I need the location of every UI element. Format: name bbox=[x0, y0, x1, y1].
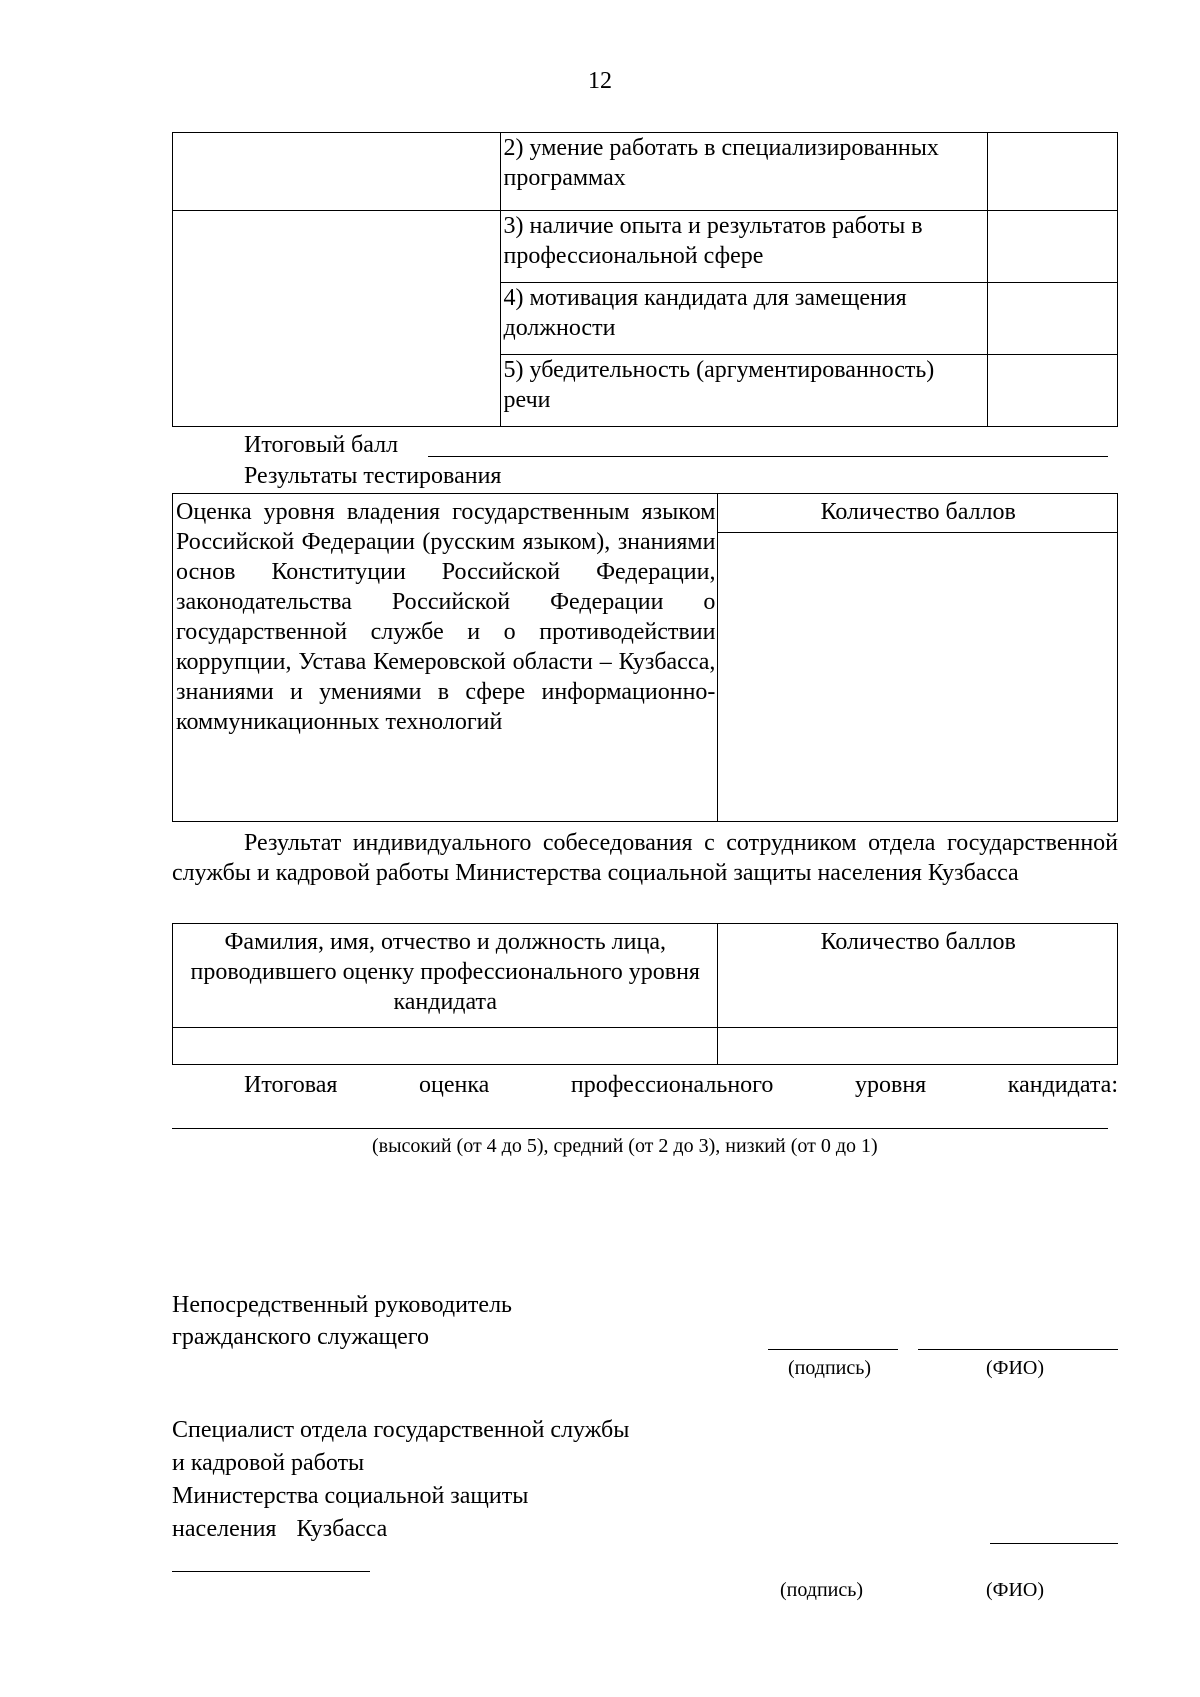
manager-name-line bbox=[918, 1349, 1118, 1350]
scale-note: (высокий (от 4 до 5), средний (от 2 до 3), низкий (от 0 до 1) bbox=[372, 1135, 878, 1157]
table-row bbox=[173, 211, 1118, 283]
score-cell bbox=[988, 133, 1118, 211]
specialist-signature-label: (подпись) bbox=[780, 1579, 864, 1601]
assessor-header: Фамилия, имя, отчество и должность лица, проводившего оценку профессионального уровня кандидата bbox=[173, 924, 718, 1028]
total-score-line bbox=[428, 456, 1108, 457]
score-header: Количество баллов bbox=[718, 494, 1118, 533]
manager-name-label: (ФИО) bbox=[986, 1357, 1045, 1379]
score-header: Количество баллов bbox=[718, 924, 1118, 1028]
manager-title-line1: Непосредственный руководитель bbox=[172, 1292, 512, 1318]
specialist-title-line2: и кадровой работы bbox=[172, 1450, 365, 1476]
specialist-title-line4: населения Кузбасса bbox=[172, 1516, 388, 1542]
criterion-cell: 5) убедительность (аргументированность) речи bbox=[500, 355, 988, 427]
score-cell bbox=[988, 211, 1118, 283]
manager-signature-label: (подпись) bbox=[788, 1357, 872, 1379]
table-row bbox=[173, 494, 1118, 533]
specialist-signature-line bbox=[172, 1571, 370, 1572]
score-cell bbox=[988, 283, 1118, 355]
criteria-table bbox=[172, 132, 1118, 427]
final-assessment-line bbox=[172, 1128, 1108, 1129]
interview-result-text: Результат индивидуального собеседования с сотрудником отдела государственной службы и кадровой работы Министерства социальной защиты населения Кузбасса bbox=[172, 830, 1118, 886]
specialist-name-label: (ФИО) bbox=[986, 1579, 1045, 1601]
criteria-empty-cell bbox=[173, 133, 501, 211]
manager-signature-line bbox=[768, 1349, 898, 1350]
criterion-cell: 3) наличие опыта и результатов работы в профессиональной сфере bbox=[500, 211, 988, 283]
specialist-title-line3: Министерства социальной защиты bbox=[172, 1483, 529, 1509]
assessor-table bbox=[172, 923, 1118, 1065]
table-row bbox=[173, 924, 1118, 1028]
testing-description: Оценка уровня владения государственным языком Российской Федерации (русским языком), знаниями основ Конституции Российской Федерации, законодательства Российской Федерации о государственной службе и о противодействии коррупции, Устава Кемеровской области – Кузбасса, знаниями и умениями в сфере информационно-коммуникационных технологий bbox=[173, 494, 718, 822]
testing-results-label: Результаты тестирования bbox=[244, 463, 502, 489]
page-number: 12 bbox=[588, 68, 612, 94]
final-assessment-label: Итоговая оценка профессионального уровня кандидата: bbox=[244, 1072, 1118, 1098]
score-cell bbox=[718, 533, 1118, 822]
criterion-cell: 4) мотивация кандидата для замещения должности bbox=[500, 283, 988, 355]
table-row bbox=[173, 1028, 1118, 1065]
score-cell bbox=[718, 1028, 1118, 1065]
criteria-empty-cell bbox=[173, 211, 501, 427]
testing-table bbox=[172, 493, 1118, 822]
total-score-label: Итоговый балл bbox=[244, 432, 399, 458]
specialist-title-line1: Специалист отдела государственной службы bbox=[172, 1417, 630, 1443]
assessor-cell bbox=[173, 1028, 718, 1065]
manager-title-line2: гражданского служащего bbox=[172, 1324, 430, 1350]
specialist-name-line bbox=[990, 1543, 1118, 1544]
table-row bbox=[173, 133, 1118, 211]
score-cell bbox=[988, 355, 1118, 427]
criterion-cell: 2) умение работать в специализированных программах bbox=[500, 133, 988, 211]
